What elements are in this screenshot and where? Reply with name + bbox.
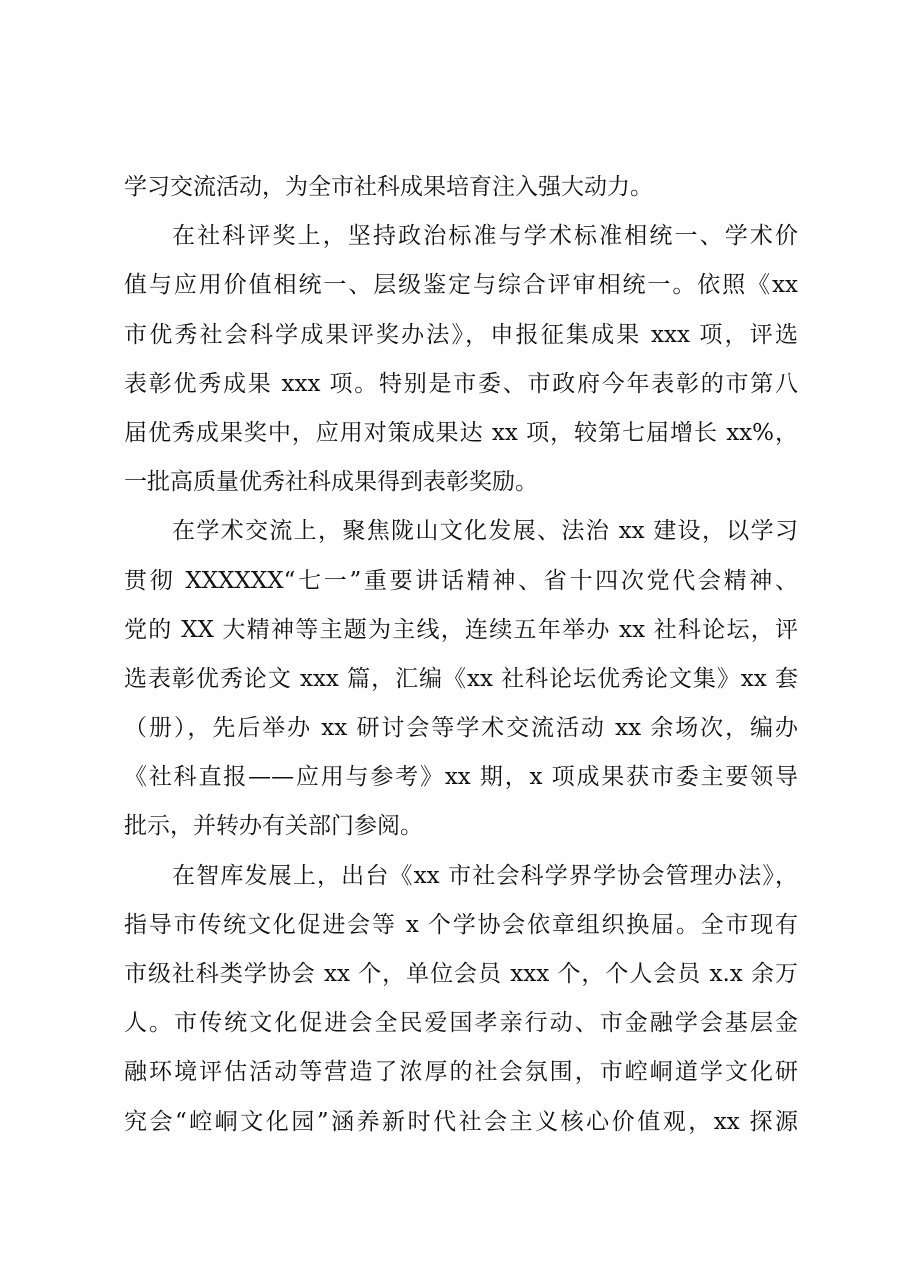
paragraph-2-line-2: 值与应用价值相统一、层级鉴定与综合评审相统一。依照《xx <box>124 272 798 299</box>
paragraph-2-line-6: 一批高质量优秀社科成果得到表彰奖励。 <box>124 469 538 496</box>
paragraph-3-line-4: 选表彰优秀论文 xxx 篇，汇编《xx 社科论坛优秀论文集》xx 套 <box>124 665 798 692</box>
paragraph-2-line-4: 表彰优秀成果 xxx 项。特别是市委、市政府今年表彰的市第八 <box>124 370 798 397</box>
paragraph-3-line-5: （册），先后举办 xx 研讨会等学术交流活动 xx 余场次，编办 <box>124 715 798 742</box>
paragraph-4-line-3: 市级社科类学协会 xx 个，单位会员 xxx 个，个人会员 x.x 余万 <box>124 961 798 987</box>
paragraph-1-line-1: 学习交流活动，为全市社科成果培育注入强大动力。 <box>124 174 653 200</box>
paragraph-3-line-2: 贯彻 XXXXXX“七一”重要讲话精神、省十四次党代会精神、 <box>124 567 798 594</box>
paragraph-3-line-3: 党的 XX 大精神等主题为主线，连续五年举办 xx 社科论坛，评 <box>124 616 798 643</box>
paragraph-3-line-1: 在学术交流上，聚焦陇山文化发展、法治 xx 建设，以学习 <box>172 518 798 545</box>
paragraph-4-line-4: 人。市传统文化促进会全民爱国孝亲行动、市金融学会基层金 <box>124 1010 798 1037</box>
paragraph-2-line-1: 在社科评奖上，坚持政治标准与学术标准相统一、学术价 <box>172 223 798 250</box>
paragraph-4-line-6: 究会“崆峒文化园”涵养新时代社会主义核心价值观，xx 探源 <box>124 1108 798 1135</box>
paragraph-3-line-7: 批示，并转办有关部门参阅。 <box>124 813 423 840</box>
paragraph-3-line-6: 《社科直报——应用与参考》xx 期，x 项成果获市委主要领导 <box>124 764 798 791</box>
paragraph-2-line-5: 届优秀成果奖中，应用对策成果达 xx 项，较第七届增长 xx%， <box>124 419 798 446</box>
body-text <box>124 163 798 1147</box>
paragraph-4-line-1: 在智库发展上，出台《xx 市社会科学界学协会管理办法》， <box>172 862 798 889</box>
paragraph-2-line-3: 市优秀社会科学成果评奖办法》，申报征集成果 xxx 项，评选 <box>124 321 798 348</box>
paragraph-4-line-5: 融环境评估活动等营造了浓厚的社会氛围，市崆峒道学文化研 <box>124 1059 798 1086</box>
paragraph-4-line-2: 指导市传统文化促进会等 x 个学协会依章组织换届。全市现有 <box>124 911 798 938</box>
